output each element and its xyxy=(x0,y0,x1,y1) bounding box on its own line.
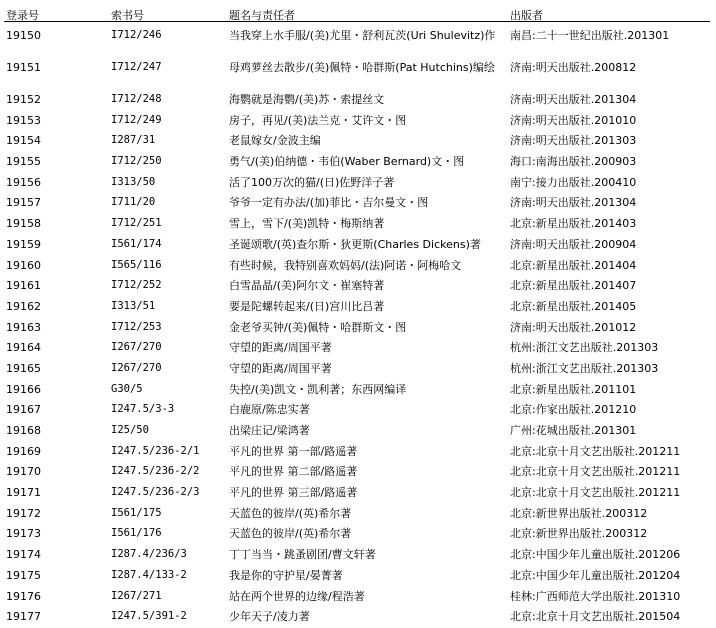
accession-number: 19165 xyxy=(6,361,41,375)
publisher: 杭州:浙江文艺出版社.201303 xyxy=(510,361,659,375)
publisher: 济南:明天出版社.201304 xyxy=(510,196,637,210)
title-author: 雪上，雪下/(美)凯特・梅斯纳著 xyxy=(229,217,385,231)
table-row xyxy=(0,380,716,401)
call-number: I287.4/236/3 xyxy=(111,548,187,561)
title-author: 天蓝色的彼岸/(英)希尔著 xyxy=(229,527,352,541)
title-author: 平凡的世界 第三部/路遥著 xyxy=(229,486,358,500)
publisher: 北京:新世界出版社.200312 xyxy=(510,527,648,541)
title-author: 活了100万次的猫/(日)佐野洋子著 xyxy=(229,175,395,189)
table-row xyxy=(0,524,716,545)
call-number: I561/175 xyxy=(111,506,162,519)
call-number: G30/5 xyxy=(111,382,143,395)
publisher: 北京:新世界出版社.200312 xyxy=(510,506,648,520)
call-number: I267/270 xyxy=(111,361,162,374)
call-number: I267/271 xyxy=(111,589,162,602)
publisher: 北京:新星出版社.201403 xyxy=(510,217,637,231)
header-rule xyxy=(4,21,710,22)
table-row xyxy=(0,58,716,90)
title-author: 丁丁当当・跳蚤剧团/曹文轩著 xyxy=(229,548,376,562)
table-row xyxy=(0,111,716,132)
table-row xyxy=(0,318,716,339)
table-row xyxy=(0,131,716,152)
title-author: 站在两个世界的边缘/程浩著 xyxy=(229,589,365,603)
title-author: 失控/(美)凯文・凯利著；东西网编译 xyxy=(229,382,407,396)
title-author: 当我穿上水手服/(美)尤里・舒利瓦茨(Uri Shulevitz)作 xyxy=(229,29,496,42)
call-number: I711/20 xyxy=(111,196,156,209)
accession-number: 19173 xyxy=(6,527,41,541)
call-number: I712/249 xyxy=(111,113,162,126)
table-row xyxy=(0,214,716,235)
publisher: 北京:新星出版社.201405 xyxy=(510,299,637,313)
accession-number: 19171 xyxy=(6,486,41,500)
table-row xyxy=(0,256,716,277)
title-author: 爷爷一定有办法/(加)菲比・吉尔曼文・图 xyxy=(229,196,429,210)
table-row xyxy=(0,400,716,421)
title-author: 平凡的世界 第一部/路遥著 xyxy=(229,444,358,458)
accession-number: 19151 xyxy=(6,61,41,74)
title-author: 母鸡萝丝去散步/(美)佩特・哈群斯(Pat Hutchins)编绘 xyxy=(229,61,495,74)
accession-number: 19167 xyxy=(6,403,41,417)
call-number: I712/253 xyxy=(111,320,162,333)
table-row xyxy=(0,442,716,463)
title-author: 白雪晶晶/(美)阿尔文・崔塞特著 xyxy=(229,279,385,293)
title-author: 白鹿原/陈忠实著 xyxy=(229,403,310,417)
publisher: 北京:北京十月文艺出版社.201211 xyxy=(510,486,681,500)
call-number: I565/116 xyxy=(111,258,162,271)
publisher: 济南:明天出版社.201012 xyxy=(510,320,637,334)
table-row xyxy=(0,607,716,628)
title-author: 出梁庄记/梁鸿著 xyxy=(229,424,310,437)
title-author: 要是陀螺转起来/(日)宫川比吕著 xyxy=(229,299,385,313)
publisher: 北京:中国少年儿童出版社.201204 xyxy=(510,568,681,582)
title-author: 金老爷买钟/(美)佩特・哈群斯文・图 xyxy=(229,320,407,334)
publisher: 海口:南海出版社.200903 xyxy=(510,155,637,169)
publisher: 北京:北京十月文艺出版社.201504 xyxy=(510,610,681,624)
title-author: 少年天子/凌力著 xyxy=(229,610,310,624)
accession-number: 19157 xyxy=(6,196,41,210)
table-row xyxy=(0,421,716,442)
table-header xyxy=(0,0,716,22)
table-row xyxy=(0,235,716,256)
table-row xyxy=(0,152,716,173)
accession-number: 19159 xyxy=(6,237,41,251)
publisher: 北京:新星出版社.201101 xyxy=(510,382,637,396)
title-author: 海鹦就是海鹦/(美)苏・索提丝文 xyxy=(229,93,385,106)
table-row xyxy=(0,566,716,587)
table-row xyxy=(0,587,716,608)
title-author: 老鼠嫁女/金波主编 xyxy=(229,134,321,148)
publisher: 杭州:浙江文艺出版社.201303 xyxy=(510,341,659,355)
publisher: 济南:明天出版社.200812 xyxy=(510,61,637,74)
call-number: I561/176 xyxy=(111,527,162,540)
header-title-author: 题名与责任者 xyxy=(229,9,295,22)
title-author: 有些时候，我特别喜欢妈妈/(法)阿诺・阿梅哈文 xyxy=(229,258,462,272)
call-number: I287/31 xyxy=(111,134,156,147)
publisher: 北京:北京十月文艺出版社.201211 xyxy=(510,444,681,458)
header-accession-number: 登录号 xyxy=(6,9,39,22)
publisher: 北京:新星出版社.201407 xyxy=(510,279,637,293)
call-number: I287.4/133-2 xyxy=(111,568,187,581)
call-number: I712/247 xyxy=(111,61,162,73)
publisher: 济南:明天出版社.201010 xyxy=(510,113,637,127)
table-row xyxy=(0,504,716,525)
title-author: 房子，再见/(美)法兰克・艾许文・图 xyxy=(229,113,407,127)
table-row xyxy=(0,193,716,214)
call-number: I561/174 xyxy=(111,237,162,250)
accession-number: 19177 xyxy=(6,610,41,624)
accession-number: 19168 xyxy=(6,424,41,437)
call-number: I712/246 xyxy=(111,29,162,41)
title-author: 天蓝色的彼岸/(英)希尔著 xyxy=(229,506,352,520)
table-row xyxy=(0,90,716,111)
publisher: 北京:北京十月文艺出版社.201211 xyxy=(510,465,681,479)
accession-number: 19166 xyxy=(6,382,41,396)
accession-number: 19172 xyxy=(6,506,41,520)
title-author: 守望的距离/周国平著 xyxy=(229,361,332,375)
accession-number: 19150 xyxy=(6,29,41,42)
call-number: I712/248 xyxy=(111,93,162,105)
call-number: I712/250 xyxy=(111,155,162,168)
accession-number: 19161 xyxy=(6,279,41,293)
accession-number: 19170 xyxy=(6,465,41,479)
publisher: 南宁:接力出版社.200410 xyxy=(510,175,637,189)
accession-number: 19175 xyxy=(6,568,41,582)
call-number: I712/251 xyxy=(111,217,162,230)
accession-number: 19153 xyxy=(6,113,41,127)
table-row xyxy=(0,173,716,194)
publisher: 南昌:二十一世纪出版社.201301 xyxy=(510,29,670,42)
publisher: 北京:新星出版社.201404 xyxy=(510,258,637,272)
publisher: 桂林:广西师范大学出版社.201310 xyxy=(510,589,681,603)
call-number: I25/50 xyxy=(111,424,149,436)
accession-number: 19176 xyxy=(6,589,41,603)
accession-number: 19174 xyxy=(6,548,41,562)
publisher: 济南:明天出版社.201304 xyxy=(510,93,637,106)
accession-number: 19164 xyxy=(6,341,41,355)
publisher: 济南:明天出版社.200904 xyxy=(510,237,637,251)
header-publisher: 出版者 xyxy=(510,9,543,22)
call-number: I247.5/236-2/1 xyxy=(111,444,200,457)
publisher: 北京:作家出版社.201210 xyxy=(510,403,637,417)
title-author: 圣诞颂歌/(英)查尔斯・狄更斯(Charles Dickens)著 xyxy=(229,237,481,251)
call-number: I247.5/391-2 xyxy=(111,610,187,623)
table-row xyxy=(0,276,716,297)
call-number: I247.5/236-2/3 xyxy=(111,486,200,499)
call-number: I313/50 xyxy=(111,175,156,188)
publisher: 济南:明天出版社.201303 xyxy=(510,134,637,148)
table-row xyxy=(0,483,716,504)
table-row xyxy=(0,359,716,380)
table-row xyxy=(0,338,716,359)
accession-number: 19158 xyxy=(6,217,41,231)
title-author: 勇气/(美)伯纳德・韦伯(Waber Bernard)文・图 xyxy=(229,155,465,169)
accession-number: 19154 xyxy=(6,134,41,148)
title-author: 守望的距离/周国平著 xyxy=(229,341,332,355)
publisher: 北京:中国少年儿童出版社.201206 xyxy=(510,548,681,562)
accession-number: 19169 xyxy=(6,444,41,458)
publisher: 广州:花城出版社.201301 xyxy=(510,424,637,437)
call-number: I267/270 xyxy=(111,341,162,354)
accession-number: 19152 xyxy=(6,93,41,106)
accession-number: 19163 xyxy=(6,320,41,334)
call-number: I247.5/3-3 xyxy=(111,403,175,416)
accession-number: 19162 xyxy=(6,299,41,313)
accession-number: 19155 xyxy=(6,155,41,169)
accession-number: 19156 xyxy=(6,175,41,189)
call-number: I313/51 xyxy=(111,299,156,312)
table-row xyxy=(0,297,716,318)
title-author: 我是你的守护星/晏菁著 xyxy=(229,568,343,582)
table-row xyxy=(0,26,716,58)
accession-number: 19160 xyxy=(6,258,41,272)
header-call-number: 索书号 xyxy=(111,9,144,22)
table-body xyxy=(0,26,716,628)
title-author: 平凡的世界 第二部/路遥著 xyxy=(229,465,358,479)
call-number: I712/252 xyxy=(111,279,162,292)
call-number: I247.5/236-2/2 xyxy=(111,465,200,478)
table-row xyxy=(0,462,716,483)
table-row xyxy=(0,545,716,566)
